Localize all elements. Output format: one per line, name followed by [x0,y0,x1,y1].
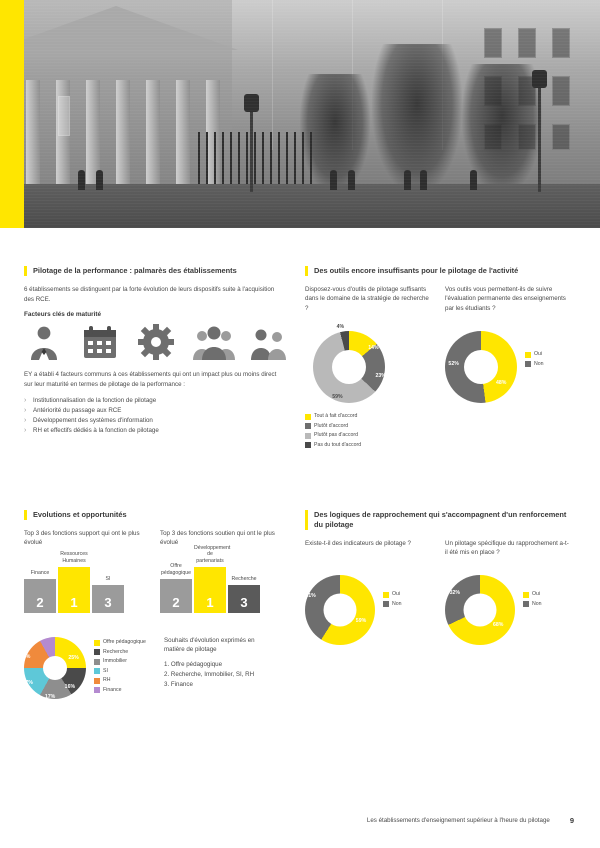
maturity-icon-strip [24,324,282,360]
list-item: › RH et effectifs dédiés à la fonction de pilotage [24,426,282,436]
caption-title: Souhaits d'évolution exprimés en matière de pilotage [164,636,255,653]
legend-label: Oui [532,590,541,597]
chart-title: Top 3 des fonctions soutien qui ont le plus évolué [160,529,275,547]
chart-question: Vos outils vous permettent-ils de suivre l'évaluation permanente des enseignements par les étudiants ? [445,285,566,312]
legend-swatch [305,442,311,448]
panel-logiques-rapprochement [305,510,577,645]
legend-swatch [305,423,311,429]
legend-swatch [94,668,100,674]
donut-value-label: 52% [448,361,459,368]
legend-label: Offre pédagogique [103,638,146,645]
bar-label: Développement de partenariats [194,544,231,565]
pie-value-label: 17% [44,693,56,700]
legend-swatch [94,678,100,684]
panel-title: Evolutions et opportunités [24,510,282,520]
pie-value-label: 8% [41,633,49,640]
pie-value-label: 17% [22,679,33,686]
bar-label: Recherche [231,576,257,583]
legend-label: SI [103,667,108,674]
people-icon [192,324,232,360]
panel-title: Pilotage de la performance : palmarès des établissements [24,266,282,276]
legend-label: Plutôt pas d'accord [314,432,358,439]
chart-title: Top 3 des fonctions support qui ont le plus évolué [24,529,140,547]
list-item: › Antériorité du passage aux RCE [24,406,282,416]
pie-legend [94,637,156,696]
yellow-accent-bar [0,0,24,228]
legend-label: Non [534,360,544,367]
legend-swatch [305,414,311,420]
panel-body-text: EY a établi 4 facteurs communs à ces établissements qui ont un impact plus ou moins direct sur leur maturité en termes de pilotage de la performance : [24,371,277,388]
souhaits-caption [164,637,276,690]
panel-evolutions-opportunites [20,510,282,700]
panel-outils-insuffisants [305,266,577,451]
donut-legend [523,575,542,610]
legend-swatch [94,687,100,693]
hero-image [0,0,600,228]
legend-swatch [383,592,389,598]
donut-value-label: 32% [449,590,460,597]
chart-question: Existe-t-il des indicateurs de pilotage ? [305,539,411,547]
page-footer [0,814,600,826]
bar-label: Finance [30,570,50,577]
bar-rank: 1 [58,567,90,613]
bar-rank: 2 [160,579,192,613]
caption-item: 2. Recherche, Immobilier, SI, RH [164,670,255,678]
page-number: 9 [569,815,574,825]
legend-swatch [383,601,389,607]
panel-title: Des outils encore insuffisants pour le pilotage de l'activité [305,266,577,276]
legend-swatch [94,640,100,646]
donut-value-label: 59% [332,394,343,401]
pie-value-label: 16% [64,683,76,690]
donut-legend [305,413,431,449]
caption-item: 3. Finance [164,680,193,688]
legend-swatch [305,433,311,439]
chart-bar-top3-fonctions-soutien [160,529,278,613]
legend-label: Plutôt d'accord [314,422,349,429]
chart-donut-outils-recherche [305,285,431,451]
legend-label: Non [532,600,542,607]
legend-label: Non [392,600,402,607]
gear-icon [136,324,176,360]
legend-swatch [523,592,529,598]
list-item: › Développement des systèmes d'information [24,416,282,426]
donut-legend [383,575,402,610]
panel-title: Des logiques de rapprochement qui s'accompagnent d'un renforcement du pilotage [305,510,577,530]
maturity-factor-list [24,396,282,436]
donut-legend [525,331,544,370]
donut-value-label: 23% [375,372,386,379]
legend-label: Finance [103,686,122,693]
list-item: › Institutionnalisation de la fonction de pilotage [24,396,282,406]
bar-label: Ressources Humaines [60,551,88,565]
chart-pie-souhaits-evolution [20,633,86,700]
bar-rank: 3 [228,585,260,613]
legend-label: Oui [392,590,401,597]
businessman-icon [24,324,64,360]
legend-label: Immobilier [103,658,127,665]
facteurs-cles-subtitle: Facteurs clés de maturité [24,311,102,319]
legend-label: Recherche [103,648,129,655]
legend-swatch [525,352,531,358]
legend-label: RH [103,677,111,684]
donut-value-label: 48% [495,379,507,386]
legend-swatch [94,659,100,665]
chart-donut-pilotage-rapprochement [445,539,571,645]
user-group-icon [248,324,288,360]
chart-donut-indicateurs-pilotage [305,539,431,645]
donut-value-label: 14% [368,345,379,352]
legend-swatch [525,361,531,367]
chart-donut-evaluation-enseignements [445,285,571,451]
legend-swatch [94,649,100,655]
footer-text: Les établissements d'enseignement supérieur à l'heure du pilotage [366,816,550,824]
caption-item: 1. Offre pédagogique [164,660,223,668]
donut-value-label: 41% [305,592,316,599]
legend-label: Oui [534,350,543,357]
chart-question: Disposez-vous d'outils de pilotage suffisants dans le domaine de la stratégie de recherche ? [305,285,429,312]
bar-rank: 3 [92,585,124,613]
donut-value-label: 68% [492,622,504,629]
legend-label: Tout à fait d'accord [314,412,358,419]
calendar-icon [80,324,120,360]
legend-label: Pas du tout d'accord [314,441,362,448]
pie-value-label: 25% [68,655,79,662]
bar-rank: 2 [24,579,56,613]
panel-intro-text: 6 établissements se distinguent par la forte évolution de leurs dispositifs suite à l'acquisition des RCE. [24,285,275,303]
chart-question: Un pilotage spécifique du rapprochement a-t-il été mis en place ? [445,539,569,557]
legend-swatch [523,601,529,607]
panel-pilotage-performance [24,266,282,436]
bar-rank: 1 [194,567,226,613]
donut-value-label: 4% [336,323,345,330]
bar-label: SI [105,576,111,583]
pie-value-label: 17% [20,653,31,660]
bar-label: Offre pédagogique [160,563,191,577]
donut-value-label: 59% [355,618,367,625]
chart-bar-top3-fonctions-support [24,529,142,613]
